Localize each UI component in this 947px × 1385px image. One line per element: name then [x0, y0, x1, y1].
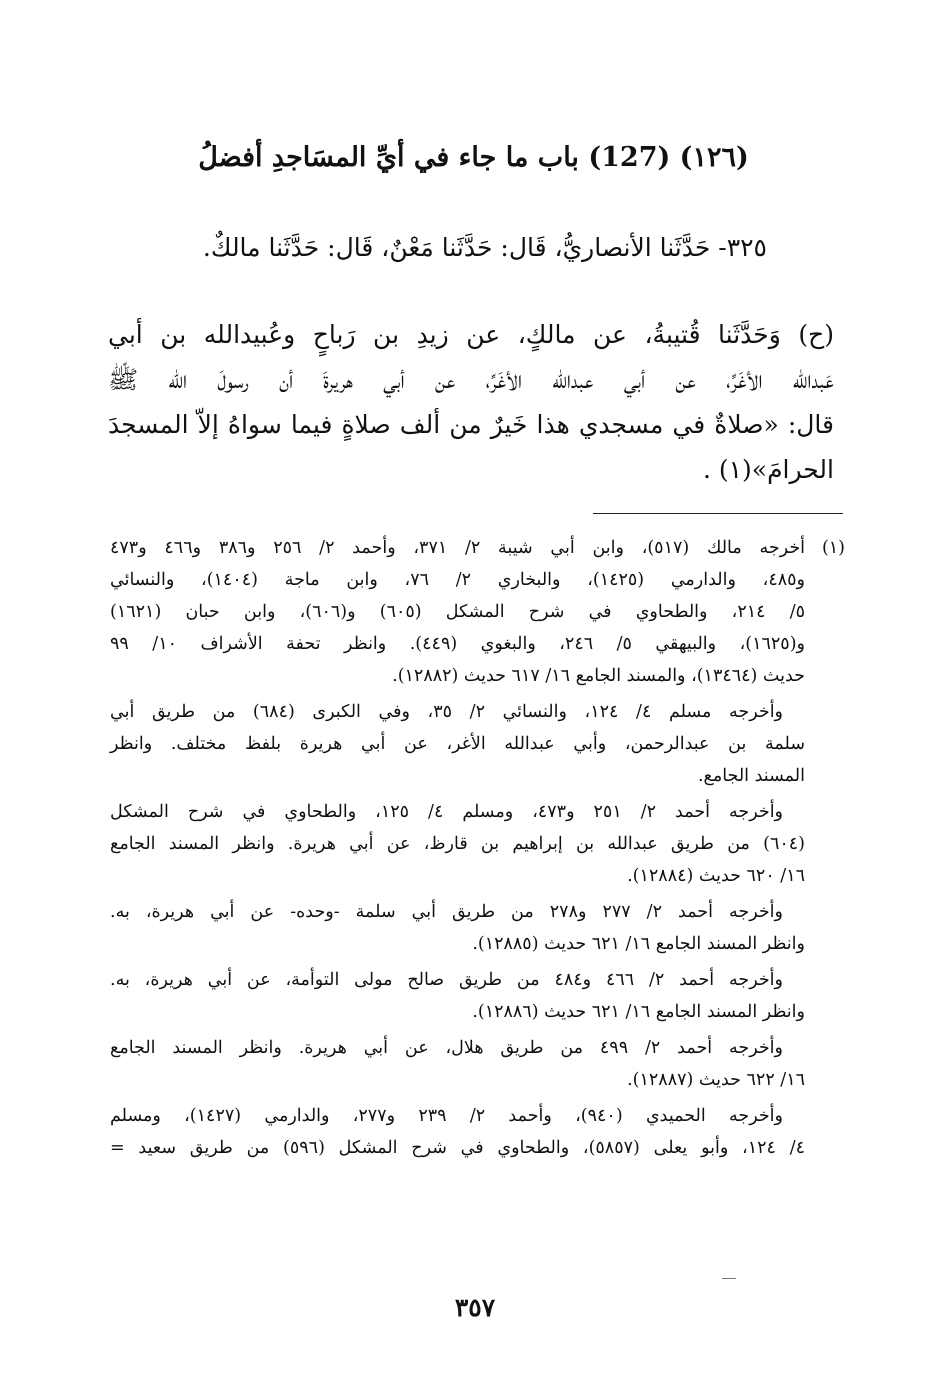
footnote-line: وأخرجه الحميدي (٩٤٠)، وأحمد ٢/ ٢٣٩ و٢٧٧، والدارمي (١٤٢٧)، ومسلم — [110, 1106, 783, 1126]
footnote-number: (١) — [821, 538, 845, 558]
footnote-line: وأخرجه أحمد ٢/ ٤٦٦ و٤٨٤ من طريق صالح مولى التوأمة، عن أبي هريرة، به. — [110, 970, 783, 990]
footnote-line: أخرجه مالك (٥١٧)، وابن أبي شيبة ٢/ ٣٧١، وأحمد ٢/ ٢٥٦ و٣٨٦ و٤٦٦ و٤٧٣ — [110, 538, 806, 558]
footnote-line: ٥/ ٢١٤، والطحاوي في شرح المشكل (٦٠٥) و(٦٠٦)، وابن حبان (١٦٢١) — [110, 602, 805, 622]
footnote-paragraph — [110, 1032, 845, 1096]
footnote-separator — [593, 513, 843, 514]
footnote-body — [110, 532, 805, 692]
page-number: ٣٥٧ — [454, 1293, 496, 1322]
footnote-paragraph — [110, 964, 845, 1028]
chapter-title: (١٢٦) (127) باب ما جاء في أيِّ المسَاجدِ أفضلُ — [198, 142, 749, 173]
footnote-line: وأخرجه أحمد ٢/ ٢٧٧ و٢٧٨ من طريق أبي سلمة -وحده- عن أبي هريرة، به. — [110, 902, 783, 922]
footnote-line: و(١٦٢٥)، والبيهقي ٥/ ٢٤٦، والبغوي (٤٤٩). وانظر تحفة الأشراف ١٠/ ٩٩ — [110, 634, 805, 654]
footnote-paragraph — [110, 896, 845, 960]
footnote-line: وانظر المسند الجامع ١٦/ ٦٢١ حديث (١٢٨٨٥). — [472, 934, 805, 954]
footnote-line: (٦٠٤) من طريق عبدالله بن إبراهيم بن قارظ، عن أبي هريرة. وانظر المسند الجامع — [110, 834, 805, 854]
hadith-line: (ح) وَحَدَّثَنا قُتيبةُ، عن مالكٍ، عن زيدِ بن رَباحٍ وعُبيدالله بن أبي — [108, 320, 834, 349]
hadith-line: عَبدالله الأغَرِّ، عن أبي عبدالله الأغَرِّ، عن أبي هريرةَ أن رسولَ الله ﷺ — [108, 365, 834, 394]
footnote-paragraph — [110, 796, 845, 892]
footnote-line: سلمة بن عبدالرحمن، وأبي عبدالله الأغر، عن أبي هريرة بلفظ مختلف. وانظر — [110, 734, 805, 754]
footnote-line: ٤/ ١٢٤، وأبو يعلى (٥٨٥٧)، والطحاوي في شرح المشكل (٥٩٦) من طريق سعيد = — [110, 1138, 805, 1158]
footnote-line: وانظر المسند الجامع ١٦/ ٦٢١ حديث (١٢٨٨٦). — [472, 1002, 805, 1022]
footnote-paragraph — [110, 1100, 845, 1164]
footnote-1 — [110, 532, 845, 692]
footnote-line: ١٦/ ٦٢٢ حديث (١٢٨٨٧). — [627, 1070, 805, 1090]
footnote-line: حديث (١٣٤٦٤)، والمسند الجامع ١٦/ ٦١٧ حديث (١٢٨٨٢). — [392, 666, 805, 686]
footnote-line: و٤٨٥، والدارمي (١٤٢٥)، والبخاري ٢/ ٧٦، وابن ماجة (١٤٠٤)، والنسائي — [110, 570, 805, 590]
hadith-text — [108, 312, 834, 492]
hadith-line: الحرامَ»(١) . — [702, 455, 834, 484]
footnote-line: المسند الجامع. — [697, 766, 805, 786]
footnote-line: ١٦/ ٦٢٠ حديث (١٢٨٨٤). — [627, 866, 805, 886]
footnote-paragraph — [110, 696, 845, 792]
footnote-line: وأخرجه مسلم ٤/ ١٢٤، والنسائي ٢/ ٣٥، وفي الكبرى (٦٨٤) من طريق أبي — [110, 702, 784, 722]
hadith-line: قال: «صلاةٌ في مسجدي هذا خَيرٌ من ألف صلاةٍ فيما سواهُ إلاّ المسجدَ — [108, 410, 834, 439]
isnad-line: ٣٢٥- حَدَّثَنا الأنصاريُّ، قَال: حَدَّثَنا مَعْنٌ، قَال: حَدَّثَنا مالكٌ. — [202, 233, 767, 262]
footnote-line: وأخرجه أحمد ٢/ ٢٥١ و٤٧٣، ومسلم ٤/ ١٢٥، والطحاوي في شرح المشكل — [110, 802, 784, 822]
footnote-line: وأخرجه أحمد ٢/ ٤٩٩ من طريق هلال، عن أبي هريرة. وانظر المسند الجامع — [110, 1038, 783, 1058]
scan-mark — [722, 1278, 736, 1279]
footnotes — [110, 532, 845, 1164]
